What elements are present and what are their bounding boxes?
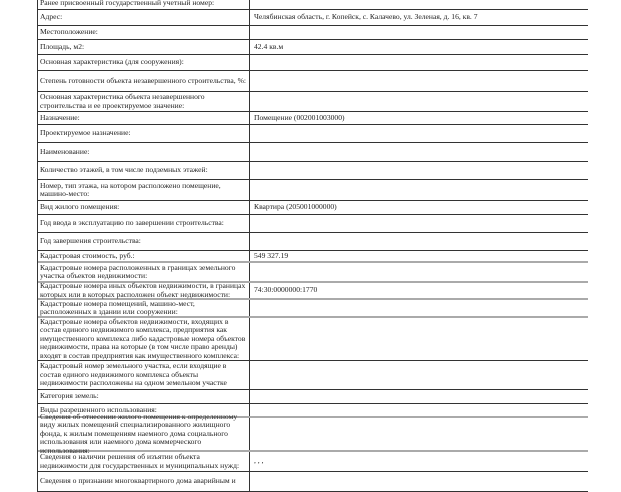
field-label: Вид жилого помещения: bbox=[38, 201, 250, 214]
table-row bbox=[38, 201, 588, 215]
field-value: 42.4 кв.м bbox=[254, 41, 284, 51]
field-label: Кадастровый номер земельного участка, если входящие в состав единого недвижимого комплекса объекты недвижимости расположены на одном земельном участке bbox=[38, 361, 250, 389]
table-row bbox=[38, 71, 588, 92]
table-row bbox=[38, 180, 588, 201]
field-value: 74:30:0000000:1770 bbox=[254, 285, 318, 295]
field-value bbox=[250, 55, 588, 70]
field-label: Адрес: bbox=[38, 10, 250, 25]
table-row bbox=[38, 162, 588, 180]
field-value bbox=[250, 418, 588, 450]
table-row bbox=[38, 233, 588, 251]
field-label: Сведения о признании многоквартирного дома аварийным и bbox=[38, 472, 250, 491]
field-label: Кадастровая стоимость, руб.: bbox=[38, 251, 250, 261]
field-value bbox=[250, 143, 588, 161]
field-label: Категория земель: bbox=[38, 390, 250, 403]
table-row bbox=[38, 452, 588, 472]
field-value bbox=[250, 26, 588, 39]
table-row bbox=[38, 215, 588, 233]
field-label: Наименование: bbox=[38, 143, 250, 161]
table-row bbox=[38, 92, 588, 112]
field-label: Количество этажей, в том числе подземных этажей: bbox=[38, 162, 250, 179]
field-label: Кадастровые номера помещений, машино-мест, расположенных в здании или сооружении: bbox=[38, 300, 250, 316]
table-row bbox=[38, 55, 588, 71]
field-label: Виды разрешенного использования: bbox=[38, 404, 250, 416]
field-value bbox=[250, 233, 588, 250]
field-label: Сведения о наличии решения об изъятии объекта недвижимости для государственных и муниципальных нужд: bbox=[38, 452, 250, 471]
table-row bbox=[38, 390, 588, 404]
field-value bbox=[250, 263, 588, 281]
field-label: Степень готовности объекта незавершенного строительства, %: bbox=[38, 71, 250, 91]
field-value: , , , bbox=[254, 456, 264, 466]
field-label: Основная характеристика объекта незавершенного строительства и ее проектируемое значение: bbox=[38, 92, 250, 111]
field-value bbox=[250, 0, 588, 9]
field-label: Проектируемое назначение: bbox=[38, 125, 250, 142]
table-row bbox=[38, 10, 588, 26]
table-row bbox=[38, 318, 588, 361]
field-label: Кадастровые номера иных объектов недвижимости, в границах которых или в которых расположен объект недвижимости: bbox=[38, 283, 250, 298]
field-value bbox=[250, 162, 588, 179]
table-row bbox=[38, 0, 588, 10]
field-value: Помещение (002001003000) bbox=[254, 112, 345, 122]
field-value bbox=[250, 180, 588, 200]
field-value bbox=[250, 472, 588, 491]
field-label: Кадастровые номера объектов недвижимости, входящих в состав единого недвижимого комплекса, предприятия как имущественного комплекса либо кадастровые номера объектов недвижимости, права на которые (в том числе право аренды) входят в состав предприятия как имущественного комплекса: bbox=[38, 318, 250, 360]
field-label: Площадь, м2: bbox=[38, 40, 250, 54]
table-row bbox=[38, 125, 588, 143]
field-label: Местоположение: bbox=[38, 26, 250, 39]
field-value: 549 327.19 bbox=[254, 250, 289, 260]
table-row bbox=[38, 112, 588, 125]
field-label: Год завершения строительства: bbox=[38, 233, 250, 250]
field-value: Квартира (205001000000) bbox=[254, 202, 337, 212]
table-row bbox=[38, 40, 588, 55]
field-label: Назначение: bbox=[38, 112, 250, 124]
table-row bbox=[38, 143, 588, 162]
table-row bbox=[38, 283, 588, 300]
property-info-table bbox=[37, 0, 588, 492]
field-value bbox=[250, 390, 588, 403]
field-value bbox=[250, 404, 588, 416]
table-row bbox=[38, 26, 588, 40]
field-value bbox=[250, 215, 588, 232]
table-row bbox=[38, 411, 588, 455]
field-value bbox=[250, 361, 588, 389]
table-row bbox=[38, 472, 588, 492]
field-value bbox=[250, 71, 588, 91]
table-row bbox=[38, 251, 588, 263]
table-row bbox=[38, 361, 588, 390]
field-label: Основная характеристика (для сооружения): bbox=[38, 55, 250, 70]
table-row bbox=[38, 263, 588, 283]
field-value bbox=[250, 125, 588, 142]
field-label: Кадастровые номера расположенных в границах земельного участка объектов недвижимости: bbox=[38, 263, 250, 281]
field-label: Сведения об отнесении жилого помещения к определенному виду жилых помещений специализированного жилищного фонда, к жилым помещениям наемного дома социального использования или наемного дома коммерческого использования: bbox=[38, 418, 250, 450]
table-row bbox=[38, 300, 588, 318]
field-label: Ранее присвоенный государственный учетный номер: bbox=[38, 0, 250, 9]
field-value bbox=[250, 92, 588, 111]
field-value bbox=[250, 300, 588, 316]
field-label: Год ввода в эксплуатацию по завершении строительства: bbox=[38, 215, 250, 232]
field-label: Номер, тип этажа, на котором расположено помещение, машино-место: bbox=[38, 180, 250, 200]
field-value bbox=[250, 318, 588, 360]
field-value: Челябинская область, г. Копейск, с. Калачево, ул. Зеленая, д. 16, кв. 7 bbox=[254, 12, 478, 22]
